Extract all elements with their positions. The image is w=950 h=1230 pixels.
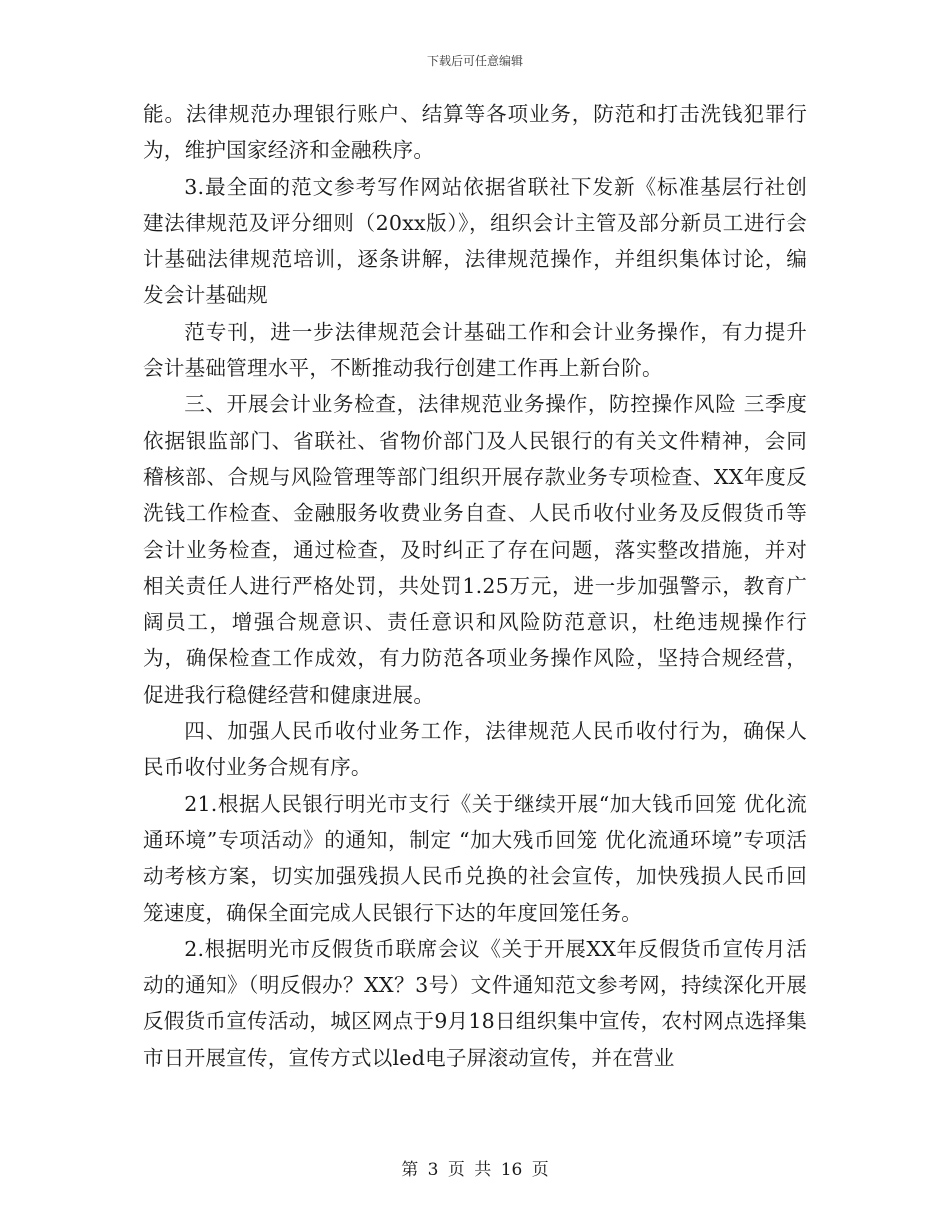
page-header: 下载后可任意编辑 (426, 54, 523, 68)
paragraph-1: 能。法律规范办理银行账户、结算等各项业务，防范和打击洗钱犯罪行为，维护国家经济和金融秩序。 (143, 102, 807, 163)
paragraph-7: 2.根据明光市反假货币联席会议《关于开展XX年反假货币宣传月活动的通知》（明反假办？XX？3号）文件通知范文参考网，持续深化开展反假货币宣传活动，城区网点于9月18日组织集中宣传，农村网点选择集市日开展宣传，宣传方式以led电子屏滚动宣传，并在营业 (143, 936, 807, 1070)
page-footer: 第 3 页 共 16 页 (401, 1160, 549, 1180)
paragraph-5: 四、加强人民币收付业务工作，法律规范人民币收付行为，确保人民币收付业务合规有序。 (143, 719, 807, 780)
document-body (143, 96, 807, 1076)
paragraph-2: 3.最全面的范文参考写作网站依据省联社下发新《标准基层行社创建法律规范及评分细则（20xx版）》，组织会计主管及部分新员工进行会计基础法律规范培训，逐条讲解，法律规范操作，并组织集体讨论，编发会计基础规 (143, 174, 807, 308)
paragraph-3: 范专刊，进一步法律规范会计基础工作和会计业务操作，有力提升会计基础管理水平，不断推动我行创建工作再上新台阶。 (143, 319, 807, 381)
paragraph-4: 三、开展会计业务检查，法律规范业务操作，防控操作风险 三季度依据银监部门、省联社、省物价部门及人民银行的有关文件精神，会同稽核部、合规与风险管理等部门组织开展存款业务专项检查、XX年度反洗钱工作检查、金融服务收费业务自查、人民币收付业务及反假货币等会计业务检查，通过检查，及时纠正了存在问题，落实整改措施，并对相关责任人进行严格处罚，共处罚1.25万元，进一步加强警示，教育广阔员工，增强合规意识、责任意识和风险防范意识，杜绝违规操作行为，确保检查工作成效，有力防范各项业务操作风险，坚持合规经营，促进我行稳健经营和健康进展。 (143, 392, 807, 707)
paragraph-6: 21.根据人民银行明光市支行《关于继续开展“加大钱币回笼 优化流通环境”专项活动》的通知，制定 “加大残币回笼 优化流通环境”专项活动考核方案，切实加强残损人民币兑换的社会宣传，加快残损人民币回笼速度，确保全面完成人民银行下达的年度回笼任务。 (143, 791, 807, 925)
